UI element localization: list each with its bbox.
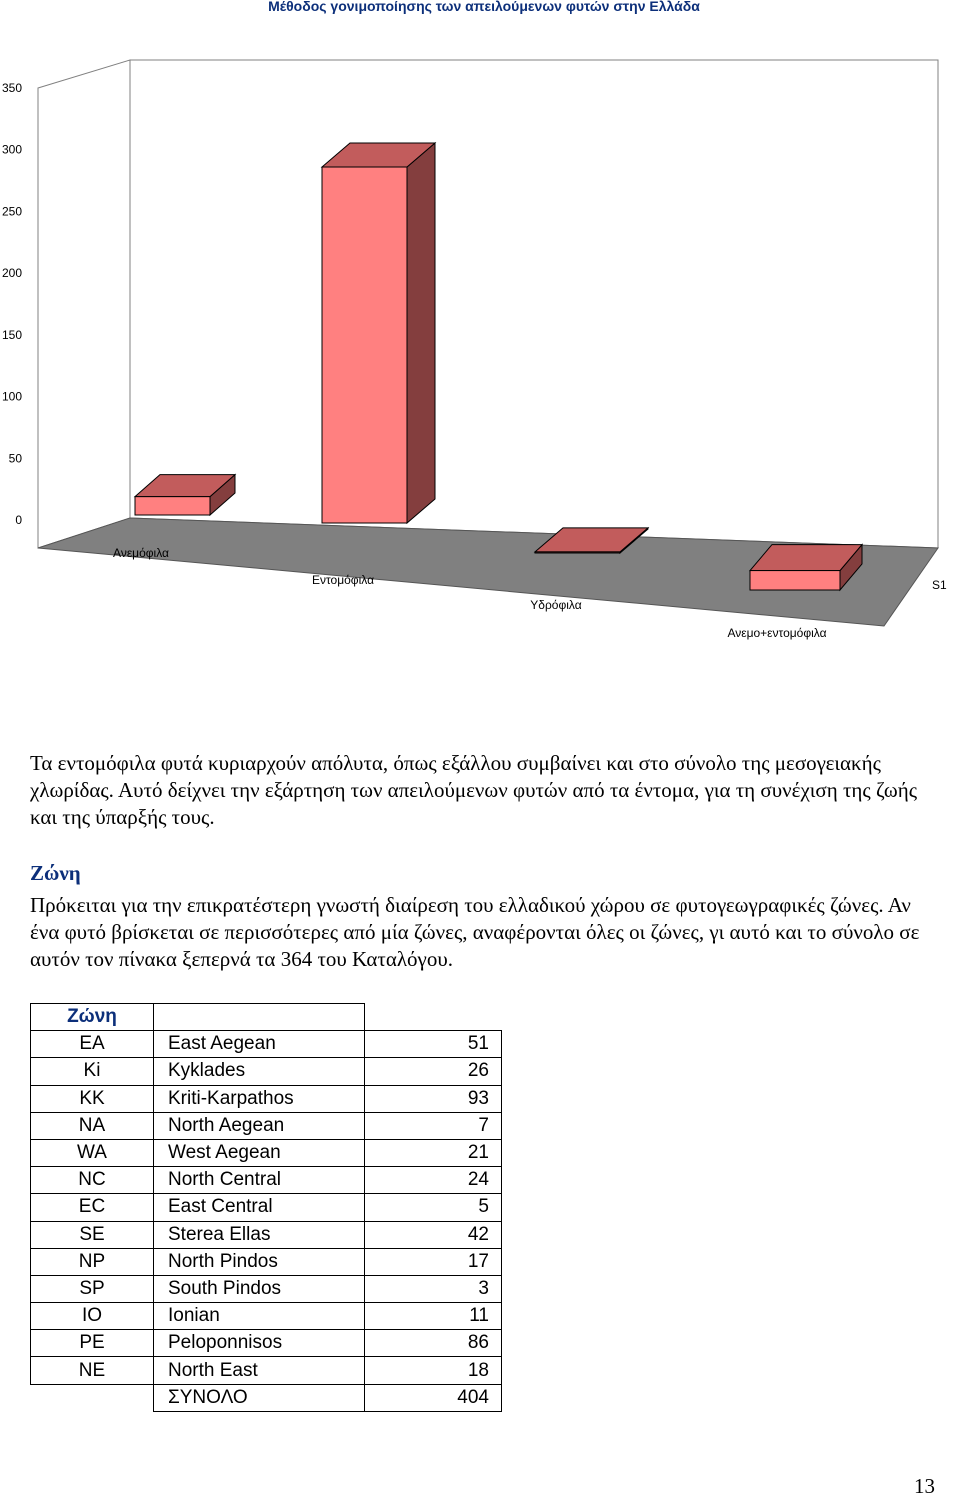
zones-table-body [31,1004,502,1412]
zone-count: 11 [365,1303,502,1330]
table-row [31,1139,502,1166]
zone-count: 86 [365,1330,502,1357]
zone-name: Ionian [154,1303,365,1330]
zone-count: 42 [365,1221,502,1248]
fertilization-chart [0,0,960,700]
zone-code: SE [31,1221,154,1248]
table-row [31,1275,502,1302]
bar-4 [750,545,862,590]
x-label-4: Ανεμο+εντομόφιλα [727,626,827,640]
zone-name: North Central [154,1167,365,1194]
page-number: 13 [914,1474,935,1498]
chart-left-wall [38,60,130,548]
x-label-1: Ανεμόφιλα [113,546,169,560]
zone-count: 7 [365,1112,502,1139]
zone-count: 51 [365,1031,502,1058]
zone-name: Sterea Ellas [154,1221,365,1248]
zone-code: KK [31,1085,154,1112]
zone-count: 17 [365,1248,502,1275]
table-header-empty [154,1004,365,1031]
zone-count: 93 [365,1085,502,1112]
y-tick-label-300: 300 [1,142,22,157]
total-blank [31,1384,154,1411]
y-tick-label-350: 350 [1,81,22,95]
y-tick-label-200: 200 [1,266,22,281]
zone-count: 26 [365,1058,502,1085]
table-header-zone: Ζώνη [31,1004,154,1031]
zone-code: EC [31,1194,154,1221]
table-row [31,1085,502,1112]
y-tick-label-150: 150 [1,327,22,342]
legend-series-label: S1 [932,578,947,592]
zone-code: NA [31,1112,154,1139]
zone-count: 21 [365,1139,502,1166]
zone-count: 3 [365,1275,502,1302]
total-label: ΣΥΝΟΛΟ [154,1384,365,1411]
table-row [31,1330,502,1357]
zone-code: NC [31,1167,154,1194]
zone-name: Kriti-Karpathos [154,1085,365,1112]
table-total-row [31,1384,502,1411]
x-label-2: Εντομόφιλα [311,573,375,587]
bar-front-4 [750,571,840,590]
table-row [31,1248,502,1275]
bar-2 [322,143,435,523]
zone-code: NE [31,1357,154,1384]
zone-name: East Central [154,1194,365,1221]
zone-code: WA [31,1139,154,1166]
zone-name: West Aegean [154,1139,365,1166]
zone-code: PE [31,1330,154,1357]
zone-name: North Aegean [154,1112,365,1139]
zone-count: 5 [365,1194,502,1221]
y-tick-label-50: 50 [8,451,22,466]
bar-front-2 [322,167,407,523]
zone-count: 24 [365,1167,502,1194]
bar-front-3 [535,552,620,553]
zone-code: IO [31,1303,154,1330]
total-value: 404 [365,1384,502,1411]
table-row [31,1167,502,1194]
table-row [31,1194,502,1221]
table-row [31,1058,502,1085]
y-axis-ticks [2,81,22,527]
zone-count: 18 [365,1357,502,1384]
zone-name: Kyklades [154,1058,365,1085]
section-heading-zone: Ζώνη [30,861,81,885]
bar-side-2 [407,143,435,523]
table-row [31,1303,502,1330]
zone-name: South Pindos [154,1275,365,1302]
y-tick-label-100: 100 [1,389,22,404]
y-tick-label-250: 250 [1,204,22,219]
zone-code: Ki [31,1058,154,1085]
table-header-row [31,1004,502,1031]
chart-back-wall [130,60,938,548]
table-row [31,1357,502,1384]
x-label-3: Υδρόφιλα [530,598,582,612]
zone-code: EA [31,1031,154,1058]
zone-name: North East [154,1357,365,1384]
zone-name: Peloponnisos [154,1330,365,1357]
bar-front-1 [135,497,210,515]
zones-table [30,1003,502,1412]
zone-code: NP [31,1248,154,1275]
zone-name: North Pindos [154,1248,365,1275]
paragraph-insects: Τα εντομόφιλα φυτά κυριαρχούν απόλυτα, όπως εξάλλου συμβαίνει και στο σύνολο της μεσογειακής χλωρίδας. Αυτό δείχνει την εξάρτηση των απειλούμενων φυτών από τα έντομα, για τη συνέχιση της ζωής και της ύπαρξής τους. [30,751,918,829]
table-row [31,1031,502,1058]
chart-title: Μέθοδος γονιμοποίησης των απειλούμενων φυτών στην Ελλάδα [268,0,700,14]
y-tick-label-0: 0 [15,513,22,527]
zone-code: SP [31,1275,154,1302]
table-header-blank [365,1004,502,1031]
zone-name: East Aegean [154,1031,365,1058]
table-row [31,1112,502,1139]
paragraph-zones: Πρόκειται για την επικρατέστερη γνωστή διαίρεση του ελλαδικού χώρου σε φυτογεωγραφικές ζώνες. Αν ένα φυτό βρίσκεται σε περισσότερες από μία ζώνες, αναφέρονται όλες οι ζώνες, γι αυτό και το σύνολο σε αυτόν τον πίνακα ξεπερνά τα 364 του Καταλόγου. [30,893,920,971]
table-row [31,1221,502,1248]
